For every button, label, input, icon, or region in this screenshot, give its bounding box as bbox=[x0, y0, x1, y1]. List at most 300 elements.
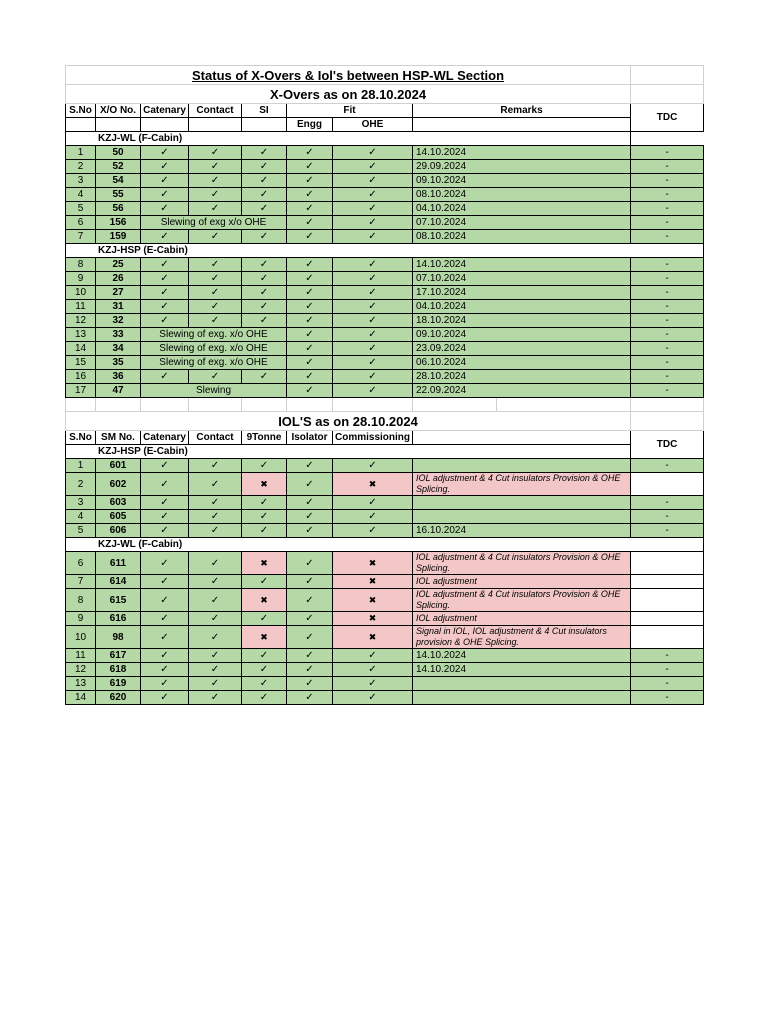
row-tdc: - bbox=[631, 370, 704, 384]
check-icon: ✓ bbox=[189, 649, 242, 663]
row-sno: 1 bbox=[66, 146, 96, 160]
table-row bbox=[66, 677, 704, 691]
check-icon: ✓ bbox=[242, 286, 287, 300]
table-row bbox=[66, 575, 704, 589]
table-row bbox=[66, 691, 704, 705]
row-sm-number: 603 bbox=[96, 496, 141, 510]
check-icon: ✓ bbox=[333, 370, 413, 384]
row-tdc: - bbox=[631, 691, 704, 705]
row-sno: 8 bbox=[66, 258, 96, 272]
check-icon: ✓ bbox=[242, 370, 287, 384]
check-icon: ✓ bbox=[189, 174, 242, 188]
spacer-row bbox=[66, 398, 704, 412]
row-tdc: - bbox=[631, 230, 704, 244]
row-tdc: - bbox=[631, 677, 704, 691]
row-merged-note: Slewing of exg x/o OHE bbox=[141, 216, 287, 230]
row-remarks: IOL adjustment bbox=[413, 612, 631, 626]
check-icon: ✓ bbox=[141, 663, 189, 677]
check-icon: ✓ bbox=[189, 230, 242, 244]
check-icon: ✓ bbox=[287, 524, 333, 538]
table-row bbox=[66, 384, 704, 398]
row-remarks: 14.10.2024 bbox=[413, 258, 631, 272]
col-contact-header: Contact bbox=[189, 431, 242, 445]
row-merged-note: Slewing of exg. x/o OHE bbox=[141, 356, 287, 370]
check-icon: ✓ bbox=[287, 300, 333, 314]
section-label: KZJ-HSP (E-Cabin) bbox=[66, 445, 631, 459]
check-icon: ✓ bbox=[141, 459, 189, 473]
col-sno-header: S.No bbox=[66, 431, 96, 445]
status-table bbox=[65, 65, 704, 705]
check-icon: ✓ bbox=[287, 160, 333, 174]
row-xo-number: 31 bbox=[96, 300, 141, 314]
sheet-title: Status of X-Overs & Iol's between HSP-WL Section bbox=[66, 66, 631, 85]
check-icon: ✓ bbox=[189, 626, 242, 649]
check-icon: ✓ bbox=[189, 146, 242, 160]
check-icon: ✓ bbox=[141, 146, 189, 160]
check-icon: ✓ bbox=[141, 174, 189, 188]
table-row bbox=[66, 328, 704, 342]
row-xo-number: 34 bbox=[96, 342, 141, 356]
check-icon: ✓ bbox=[333, 174, 413, 188]
check-icon: ✓ bbox=[242, 300, 287, 314]
check-icon: ✓ bbox=[333, 146, 413, 160]
check-icon: ✓ bbox=[333, 677, 413, 691]
row-tdc bbox=[631, 612, 704, 626]
check-icon: ✓ bbox=[242, 146, 287, 160]
table-row bbox=[66, 473, 704, 496]
row-tdc: - bbox=[631, 146, 704, 160]
check-icon: ✓ bbox=[141, 510, 189, 524]
check-icon: ✓ bbox=[287, 575, 333, 589]
row-remarks: 14.10.2024 bbox=[413, 663, 631, 677]
check-icon: ✓ bbox=[333, 524, 413, 538]
row-tdc: - bbox=[631, 202, 704, 216]
table-row bbox=[66, 160, 704, 174]
table-row bbox=[66, 370, 704, 384]
check-icon: ✓ bbox=[189, 160, 242, 174]
check-icon: ✓ bbox=[189, 300, 242, 314]
table-row bbox=[66, 216, 704, 230]
row-sm-number: 618 bbox=[96, 663, 141, 677]
check-icon: ✓ bbox=[287, 459, 333, 473]
check-icon: ✓ bbox=[141, 188, 189, 202]
row-xo-number: 25 bbox=[96, 258, 141, 272]
row-sm-number: 615 bbox=[96, 589, 141, 612]
row-xo-number: 52 bbox=[96, 160, 141, 174]
section-row bbox=[66, 445, 704, 459]
row-sm-number: 602 bbox=[96, 473, 141, 496]
col-sm-header: SM No. bbox=[96, 431, 141, 445]
col-tdc-header: TDC bbox=[631, 104, 704, 132]
check-icon: ✓ bbox=[189, 459, 242, 473]
section-row bbox=[66, 132, 704, 146]
check-icon: ✓ bbox=[287, 356, 333, 370]
row-tdc: - bbox=[631, 188, 704, 202]
check-icon: ✓ bbox=[242, 258, 287, 272]
check-icon: ✓ bbox=[333, 286, 413, 300]
row-merged-note: Slewing of exg. x/o OHE bbox=[141, 328, 287, 342]
row-remarks: IOL adjustment & 4 Cut insulators Provision & OHE Splicing. bbox=[413, 552, 631, 575]
check-icon: ✓ bbox=[141, 202, 189, 216]
check-icon: ✓ bbox=[141, 286, 189, 300]
row-merged-note: Slewing bbox=[141, 384, 287, 398]
check-icon: ✓ bbox=[287, 473, 333, 496]
col-catenary-header: Catenary bbox=[141, 104, 189, 118]
cross-icon: ✖ bbox=[242, 473, 287, 496]
check-icon: ✓ bbox=[287, 691, 333, 705]
row-xo-number: 35 bbox=[96, 356, 141, 370]
check-icon: ✓ bbox=[242, 188, 287, 202]
row-sno: 7 bbox=[66, 575, 96, 589]
check-icon: ✓ bbox=[287, 552, 333, 575]
row-xo-number: 27 bbox=[96, 286, 141, 300]
check-icon: ✓ bbox=[287, 384, 333, 398]
col-commissioning-header: Commissioning bbox=[333, 431, 413, 445]
row-remarks: 06.10.2024 bbox=[413, 356, 631, 370]
xovers-subtitle-row bbox=[66, 85, 704, 104]
check-icon: ✓ bbox=[333, 384, 413, 398]
check-icon: ✓ bbox=[242, 677, 287, 691]
col-9tonne-header: 9Tonne bbox=[242, 431, 287, 445]
row-sno: 10 bbox=[66, 626, 96, 649]
row-remarks: IOL adjustment & 4 Cut insulators Provision & OHE Splicing. bbox=[413, 589, 631, 612]
check-icon: ✓ bbox=[189, 663, 242, 677]
section-label: KZJ-HSP (E-Cabin) bbox=[66, 244, 704, 258]
table-row bbox=[66, 286, 704, 300]
check-icon: ✓ bbox=[287, 677, 333, 691]
check-icon: ✓ bbox=[189, 314, 242, 328]
table-row bbox=[66, 589, 704, 612]
check-icon: ✓ bbox=[333, 356, 413, 370]
row-tdc bbox=[631, 552, 704, 575]
row-sno: 17 bbox=[66, 384, 96, 398]
row-xo-number: 56 bbox=[96, 202, 141, 216]
check-icon: ✓ bbox=[333, 328, 413, 342]
row-remarks bbox=[413, 691, 631, 705]
check-icon: ✓ bbox=[189, 612, 242, 626]
row-remarks bbox=[413, 496, 631, 510]
cross-icon: ✖ bbox=[333, 589, 413, 612]
row-sno: 4 bbox=[66, 188, 96, 202]
table-row bbox=[66, 496, 704, 510]
cross-icon: ✖ bbox=[333, 552, 413, 575]
check-icon: ✓ bbox=[242, 459, 287, 473]
check-icon: ✓ bbox=[242, 575, 287, 589]
row-sno: 5 bbox=[66, 202, 96, 216]
row-tdc: - bbox=[631, 384, 704, 398]
check-icon: ✓ bbox=[287, 663, 333, 677]
col-xo-header: X/O No. bbox=[96, 104, 141, 118]
col-remarks-blank bbox=[413, 431, 631, 445]
table-row bbox=[66, 314, 704, 328]
row-sno: 8 bbox=[66, 589, 96, 612]
row-sno: 15 bbox=[66, 356, 96, 370]
cross-icon: ✖ bbox=[333, 626, 413, 649]
check-icon: ✓ bbox=[189, 575, 242, 589]
section-row bbox=[66, 538, 704, 552]
table-row bbox=[66, 202, 704, 216]
check-icon: ✓ bbox=[287, 146, 333, 160]
row-tdc: - bbox=[631, 216, 704, 230]
col-tdc-header: TDC bbox=[631, 431, 704, 459]
row-merged-note: Slewing of exg. x/o OHE bbox=[141, 342, 287, 356]
row-remarks: 14.10.2024 bbox=[413, 146, 631, 160]
iols-subtitle-row bbox=[66, 412, 704, 431]
row-sno: 13 bbox=[66, 677, 96, 691]
check-icon: ✓ bbox=[189, 677, 242, 691]
table-row bbox=[66, 300, 704, 314]
row-remarks: Signal in IOL, IOL adjustment & 4 Cut insulators provision & OHE Splicing. bbox=[413, 626, 631, 649]
row-remarks bbox=[413, 510, 631, 524]
check-icon: ✓ bbox=[141, 300, 189, 314]
check-icon: ✓ bbox=[287, 216, 333, 230]
check-icon: ✓ bbox=[287, 202, 333, 216]
check-icon: ✓ bbox=[189, 258, 242, 272]
check-icon: ✓ bbox=[189, 496, 242, 510]
section-label: KZJ-WL (F-Cabin) bbox=[66, 538, 704, 552]
row-xo-number: 32 bbox=[96, 314, 141, 328]
check-icon: ✓ bbox=[141, 524, 189, 538]
check-icon: ✓ bbox=[287, 496, 333, 510]
check-icon: ✓ bbox=[287, 370, 333, 384]
check-icon: ✓ bbox=[242, 496, 287, 510]
row-tdc: - bbox=[631, 272, 704, 286]
row-sm-number: 611 bbox=[96, 552, 141, 575]
check-icon: ✓ bbox=[333, 300, 413, 314]
check-icon: ✓ bbox=[287, 342, 333, 356]
row-remarks: 04.10.2024 bbox=[413, 300, 631, 314]
row-remarks: 08.10.2024 bbox=[413, 188, 631, 202]
check-icon: ✓ bbox=[141, 677, 189, 691]
row-sno: 14 bbox=[66, 342, 96, 356]
table-row bbox=[66, 174, 704, 188]
check-icon: ✓ bbox=[242, 160, 287, 174]
table-row bbox=[66, 272, 704, 286]
row-sno: 12 bbox=[66, 663, 96, 677]
row-remarks: 09.10.2024 bbox=[413, 328, 631, 342]
table-row bbox=[66, 510, 704, 524]
row-sno: 2 bbox=[66, 160, 96, 174]
row-tdc bbox=[631, 575, 704, 589]
row-remarks: 07.10.2024 bbox=[413, 216, 631, 230]
row-remarks: 07.10.2024 bbox=[413, 272, 631, 286]
col-fit-header: Fit bbox=[287, 104, 413, 118]
check-icon: ✓ bbox=[141, 230, 189, 244]
table-row bbox=[66, 663, 704, 677]
check-icon: ✓ bbox=[242, 202, 287, 216]
check-icon: ✓ bbox=[287, 174, 333, 188]
check-icon: ✓ bbox=[189, 272, 242, 286]
xovers-header-row bbox=[66, 104, 704, 118]
row-sno: 1 bbox=[66, 459, 96, 473]
row-xo-number: 159 bbox=[96, 230, 141, 244]
row-remarks: 04.10.2024 bbox=[413, 202, 631, 216]
row-sno: 14 bbox=[66, 691, 96, 705]
row-tdc bbox=[631, 626, 704, 649]
row-tdc: - bbox=[631, 258, 704, 272]
row-sno: 6 bbox=[66, 552, 96, 575]
row-tdc: - bbox=[631, 510, 704, 524]
row-tdc: - bbox=[631, 328, 704, 342]
check-icon: ✓ bbox=[141, 473, 189, 496]
table-row bbox=[66, 230, 704, 244]
table-row bbox=[66, 188, 704, 202]
check-icon: ✓ bbox=[141, 272, 189, 286]
check-icon: ✓ bbox=[333, 216, 413, 230]
table-row bbox=[66, 552, 704, 575]
row-sno: 9 bbox=[66, 272, 96, 286]
row-sno: 7 bbox=[66, 230, 96, 244]
row-remarks: 09.10.2024 bbox=[413, 174, 631, 188]
row-tdc: - bbox=[631, 496, 704, 510]
check-icon: ✓ bbox=[141, 370, 189, 384]
col-engg-header: Engg bbox=[287, 118, 333, 132]
check-icon: ✓ bbox=[287, 188, 333, 202]
row-tdc: - bbox=[631, 524, 704, 538]
row-sno: 10 bbox=[66, 286, 96, 300]
check-icon: ✓ bbox=[141, 575, 189, 589]
table-row bbox=[66, 626, 704, 649]
check-icon: ✓ bbox=[287, 272, 333, 286]
check-icon: ✓ bbox=[141, 552, 189, 575]
check-icon: ✓ bbox=[189, 188, 242, 202]
row-remarks: 29.09.2024 bbox=[413, 160, 631, 174]
row-sno: 16 bbox=[66, 370, 96, 384]
row-sm-number: 606 bbox=[96, 524, 141, 538]
check-icon: ✓ bbox=[242, 314, 287, 328]
col-sno-header: S.No bbox=[66, 104, 96, 118]
check-icon: ✓ bbox=[242, 691, 287, 705]
check-icon: ✓ bbox=[189, 202, 242, 216]
row-remarks bbox=[413, 459, 631, 473]
section-row bbox=[66, 244, 704, 258]
check-icon: ✓ bbox=[287, 230, 333, 244]
cross-icon: ✖ bbox=[333, 473, 413, 496]
check-icon: ✓ bbox=[333, 663, 413, 677]
check-icon: ✓ bbox=[333, 691, 413, 705]
check-icon: ✓ bbox=[141, 691, 189, 705]
check-icon: ✓ bbox=[242, 612, 287, 626]
check-icon: ✓ bbox=[333, 496, 413, 510]
col-isolator-header: Isolator bbox=[287, 431, 333, 445]
cross-icon: ✖ bbox=[333, 612, 413, 626]
row-sno: 3 bbox=[66, 174, 96, 188]
check-icon: ✓ bbox=[141, 626, 189, 649]
row-xo-number: 50 bbox=[96, 146, 141, 160]
row-sno: 9 bbox=[66, 612, 96, 626]
row-sm-number: 619 bbox=[96, 677, 141, 691]
row-sno: 12 bbox=[66, 314, 96, 328]
check-icon: ✓ bbox=[242, 649, 287, 663]
table-row bbox=[66, 649, 704, 663]
cross-icon: ✖ bbox=[333, 575, 413, 589]
table-row bbox=[66, 342, 704, 356]
title-row bbox=[66, 66, 704, 85]
check-icon: ✓ bbox=[287, 626, 333, 649]
row-remarks: 08.10.2024 bbox=[413, 230, 631, 244]
check-icon: ✓ bbox=[333, 202, 413, 216]
row-sm-number: 98 bbox=[96, 626, 141, 649]
iols-header-row bbox=[66, 431, 704, 445]
check-icon: ✓ bbox=[189, 552, 242, 575]
row-tdc: - bbox=[631, 160, 704, 174]
row-remarks: 22.09.2024 bbox=[413, 384, 631, 398]
table-row bbox=[66, 258, 704, 272]
row-sno: 4 bbox=[66, 510, 96, 524]
col-si-header: SI bbox=[242, 104, 287, 118]
section-label: KZJ-WL (F-Cabin) bbox=[66, 132, 631, 146]
check-icon: ✓ bbox=[287, 258, 333, 272]
check-icon: ✓ bbox=[333, 230, 413, 244]
row-xo-number: 47 bbox=[96, 384, 141, 398]
col-contact-header: Contact bbox=[189, 104, 242, 118]
check-icon: ✓ bbox=[287, 649, 333, 663]
check-icon: ✓ bbox=[189, 286, 242, 300]
row-remarks: 14.10.2024 bbox=[413, 649, 631, 663]
row-tdc bbox=[631, 589, 704, 612]
table-row bbox=[66, 146, 704, 160]
check-icon: ✓ bbox=[333, 258, 413, 272]
check-icon: ✓ bbox=[287, 612, 333, 626]
table-row bbox=[66, 459, 704, 473]
row-remarks: IOL adjustment bbox=[413, 575, 631, 589]
row-tdc bbox=[631, 473, 704, 496]
row-sm-number: 616 bbox=[96, 612, 141, 626]
row-sno: 13 bbox=[66, 328, 96, 342]
check-icon: ✓ bbox=[189, 691, 242, 705]
xovers-subheader-row bbox=[66, 118, 704, 132]
check-icon: ✓ bbox=[141, 649, 189, 663]
table-row bbox=[66, 524, 704, 538]
col-catenary-header: Catenary bbox=[141, 431, 189, 445]
check-icon: ✓ bbox=[141, 612, 189, 626]
row-tdc: - bbox=[631, 286, 704, 300]
row-xo-number: 36 bbox=[96, 370, 141, 384]
row-sno: 11 bbox=[66, 300, 96, 314]
check-icon: ✓ bbox=[141, 496, 189, 510]
check-icon: ✓ bbox=[287, 589, 333, 612]
row-sno: 5 bbox=[66, 524, 96, 538]
check-icon: ✓ bbox=[287, 286, 333, 300]
row-remarks: IOL adjustment & 4 Cut insulators Provision & OHE Splicing. bbox=[413, 473, 631, 496]
row-tdc: - bbox=[631, 174, 704, 188]
check-icon: ✓ bbox=[333, 314, 413, 328]
row-tdc: - bbox=[631, 342, 704, 356]
row-sm-number: 620 bbox=[96, 691, 141, 705]
row-sno: 11 bbox=[66, 649, 96, 663]
col-ohe-header: OHE bbox=[333, 118, 413, 132]
row-xo-number: 33 bbox=[96, 328, 141, 342]
table-row bbox=[66, 612, 704, 626]
row-tdc: - bbox=[631, 314, 704, 328]
check-icon: ✓ bbox=[287, 510, 333, 524]
row-remarks bbox=[413, 677, 631, 691]
check-icon: ✓ bbox=[333, 649, 413, 663]
check-icon: ✓ bbox=[333, 342, 413, 356]
row-remarks: 16.10.2024 bbox=[413, 524, 631, 538]
row-sno: 6 bbox=[66, 216, 96, 230]
table-row bbox=[66, 356, 704, 370]
check-icon: ✓ bbox=[141, 589, 189, 612]
check-icon: ✓ bbox=[242, 230, 287, 244]
cross-icon: ✖ bbox=[242, 589, 287, 612]
check-icon: ✓ bbox=[141, 314, 189, 328]
col-remarks-header: Remarks bbox=[413, 104, 631, 118]
row-tdc: - bbox=[631, 663, 704, 677]
row-sm-number: 617 bbox=[96, 649, 141, 663]
iols-subtitle: IOL'S as on 28.10.2024 bbox=[66, 412, 631, 431]
row-tdc: - bbox=[631, 300, 704, 314]
